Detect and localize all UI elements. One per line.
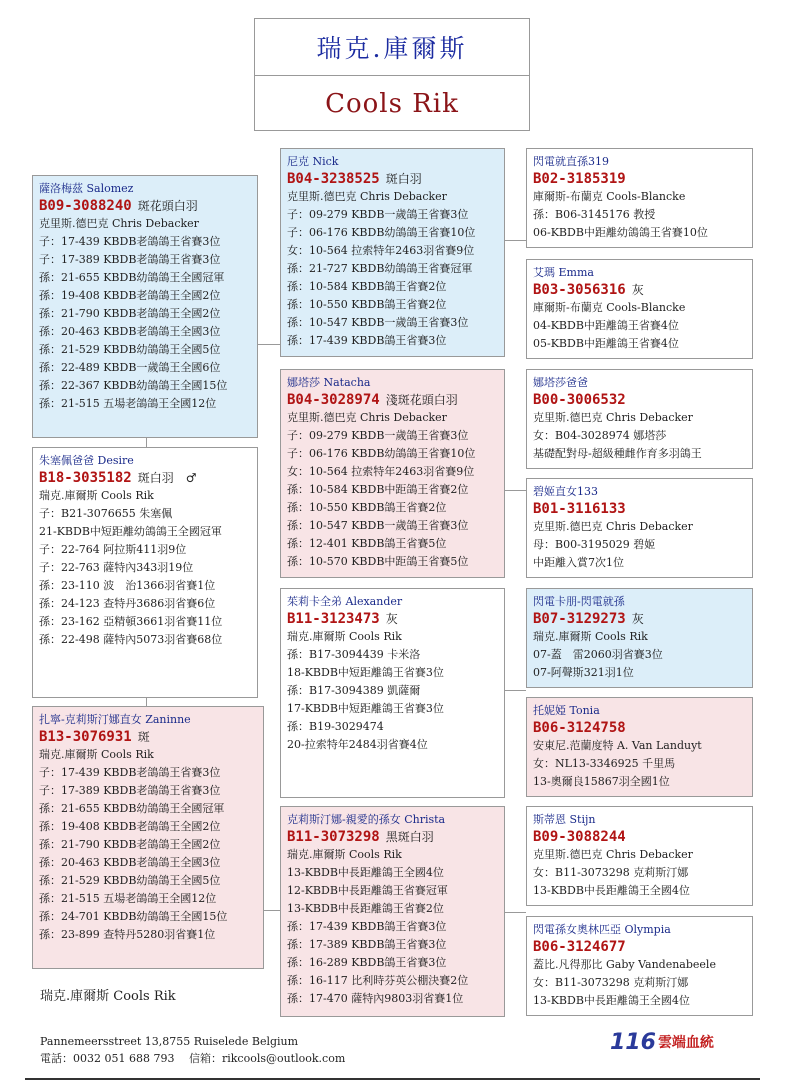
card-dam: [32, 706, 264, 969]
ring-number: B11-3073298 黑斑白羽: [287, 829, 434, 845]
info-lines: [39, 746, 258, 944]
info-lines: [533, 188, 747, 242]
ring-number: B04-3238525 斑白羽: [287, 171, 422, 187]
card-dss: [526, 588, 753, 688]
info-line: 孫：23-162 亞精頓3661羽省賽11位: [39, 615, 223, 628]
color-tag: 灰: [385, 612, 398, 626]
info-lines: [287, 628, 499, 754]
info-line: 孫：10-584 KBDB鴿王省賽2位: [287, 280, 447, 293]
info-line: 孫：17-389 KBDB鴿王省賽3位: [287, 938, 447, 951]
pigeon-name: 閃電孫女奧林匹亞 Olympia: [533, 923, 671, 936]
ring-number: B03-3056316 灰: [533, 282, 644, 298]
info-line: 母：B00-3195029 碧姬: [533, 538, 656, 551]
info-line: 孫：B19-3029474: [287, 720, 384, 733]
info-line: 孫：21-515 五場老鴿鴿王全國12位: [39, 892, 217, 905]
ring-number: B06-3124677: [533, 939, 626, 955]
ring-number: B11-3123473 灰: [287, 611, 398, 627]
card-dam-dam: [280, 806, 505, 1017]
info-line: 孫：10-547 KBDB一歲鴿王省賽3位: [287, 519, 469, 532]
pigeon-name: 斯蒂恩 Stijn: [533, 813, 596, 826]
pigeon-name: 娜塔莎爸爸: [533, 376, 588, 389]
info-line: 13-KBDB中長距離鴿王全國4位: [533, 884, 690, 897]
connector-line: [258, 344, 280, 345]
ring-number: B09-3088240 斑花頭白羽: [39, 198, 198, 214]
card-ssd: [526, 259, 753, 359]
info-line: 13-奧爾良15867羽全國1位: [533, 775, 670, 788]
info-line: 孫：17-439 KBDB鴿王省賽3位: [287, 334, 447, 347]
info-lines: [533, 518, 747, 572]
ring-number: B04-3028974 淺斑花頭白羽: [287, 392, 458, 408]
pigeon-name: 閃電就直孫319: [533, 155, 609, 168]
info-line: 孫：20-463 KBDB老鴿鴿王全國3位: [39, 856, 221, 869]
info-line: 子：17-439 KBDB老鴿鴿王省賽3位: [39, 235, 221, 248]
owner-name: 瑞克.庫爾斯 Cools Rik: [40, 989, 176, 1004]
info-line: 07-阿聲斯321羽1位: [533, 666, 634, 679]
bottom-rule: [25, 1078, 760, 1080]
info-line: 子：22-764 阿拉斯411羽9位: [39, 543, 187, 556]
info-line: 蓋比.凡得那比 Gaby Vandenabeele: [533, 958, 716, 971]
info-line: 孫：B17-3094439 卡米洛: [287, 648, 421, 661]
card-sds: [526, 369, 753, 469]
info-line: 子：06-176 KBDB幼鴿鴿王省賽10位: [287, 226, 476, 239]
info-lines: [533, 956, 747, 1010]
ring-number: B02-3185319: [533, 171, 626, 187]
ring-number: B09-3088244: [533, 829, 626, 845]
pigeon-name: 薩洛梅茲 Salomez: [39, 182, 134, 195]
ring-number: B01-3116133: [533, 501, 626, 517]
ring-number: B00-3006532: [533, 392, 626, 408]
pigeon-name: 克莉斯汀娜-親愛的孫女 Christa: [287, 813, 446, 826]
info-line: 瑞克.庫爾斯 Cools Rik: [39, 489, 154, 502]
ring-number: B18-3035182 斑白羽 ♂: [39, 470, 197, 486]
info-line: 安東尼.范蘭度特 A. Van Landuyt: [533, 739, 702, 752]
info-line: 孫：21-790 KBDB老鴿鴿王全國2位: [39, 307, 221, 320]
info-line: 13-KBDB中長距離鴿王全國4位: [533, 994, 690, 1007]
info-line: 孫：16-289 KBDB鴿王省賽3位: [287, 956, 447, 969]
connector-line: [504, 490, 526, 491]
info-line: 孫：10-584 KBDB中距鴿王省賽2位: [287, 483, 469, 496]
title-box: [254, 18, 530, 131]
info-line: 孫：22-489 KBDB一歲鴿王全國6位: [39, 361, 221, 374]
connector-line: [146, 437, 147, 447]
logo: [610, 1030, 714, 1055]
info-line: 孫：12-401 KBDB鴿王省賽5位: [287, 537, 447, 550]
info-line: 04-KBDB中距離鴿王省賽4位: [533, 319, 679, 332]
info-line: 孫：21-790 KBDB老鴿鴿王全國2位: [39, 838, 221, 851]
color-tag: 黑斑白羽: [385, 830, 434, 844]
info-line: 孫：19-408 KBDB老鴿鴿王全國2位: [39, 289, 221, 302]
info-line: 女：NL13-3346925 千里馬: [533, 757, 676, 770]
info-line: 12-KBDB中長距離鴿王省賽冠軍: [287, 884, 448, 897]
info-line: 子：09-279 KBDB一歲鴿王省賽3位: [287, 208, 469, 221]
info-line: 孫：21-727 KBDB幼鴿鴿王省賽冠軍: [287, 262, 473, 275]
info-lines: [287, 846, 499, 1008]
info-line: 子：09-279 KBDB一歲鴿王省賽3位: [287, 429, 469, 442]
info-line: 孫：17-470 薩特內9803羽省賽1位: [287, 992, 464, 1005]
info-line: 克里斯.德巴克 Chris Debacker: [533, 520, 693, 533]
address-text: Pannemeersstreet 13,8755 Ruiselede Belgium: [40, 1035, 299, 1048]
pigeon-name: 扎寧-克莉斯汀娜直女 Zaninne: [39, 713, 191, 726]
info-line: 孫：16-117 比利時芬英公棚決賽2位: [287, 974, 469, 987]
info-line: 子：17-389 KBDB老鴿鴿王省賽3位: [39, 784, 221, 797]
info-line: 瑞克.庫爾斯 Cools Rik: [287, 630, 402, 643]
info-line: 孫：10-570 KBDB中距鴿王省賽5位: [287, 555, 469, 568]
info-line: 孫：10-547 KBDB一歲鴿王省賽3位: [287, 316, 469, 329]
info-line: 庫爾斯-布蘭克 Cools-Blancke: [533, 301, 686, 314]
info-lines: [39, 487, 252, 649]
info-line: 孫：B06-3145176 教授: [533, 208, 656, 221]
info-line: 克里斯.德巴克 Chris Debacker: [287, 411, 447, 424]
connector-line: [504, 240, 526, 241]
info-line: 克里斯.德巴克 Chris Debacker: [287, 190, 447, 203]
title-english: Cools Rik: [325, 89, 459, 119]
info-line: 克里斯.德巴克 Chris Debacker: [533, 848, 693, 861]
ring-number: B06-3124758: [533, 720, 626, 736]
color-tag: 淺斑花頭白羽: [385, 393, 458, 407]
info-line: 子：22-763 薩特內343羽19位: [39, 561, 194, 574]
info-line: 子：17-389 KBDB老鴿鴿王省賽3位: [39, 253, 221, 266]
pigeon-name: 朱塞佩爸爸 Desire: [39, 454, 134, 467]
pigeon-name: 托妮婭 Tonia: [533, 704, 600, 717]
info-line: 孫：10-550 KBDB鴿王省賽2位: [287, 501, 447, 514]
pigeon-name: 娜塔莎 Natacha: [287, 376, 371, 389]
info-line: 孫：22-367 KBDB幼鴿鴿王全國15位: [39, 379, 228, 392]
info-line: 女：10-564 拉索特年2463羽省賽9位: [287, 465, 475, 478]
color-tag: 斑白羽 ♂: [137, 471, 197, 485]
info-line: 21-KBDB中短距離幼鴿鴿王全國冠軍: [39, 525, 222, 538]
info-line: 孫：B17-3094389 凱薩爾: [287, 684, 421, 697]
contact-block: [40, 1033, 345, 1067]
info-line: 子：B21-3076655 朱塞佩: [39, 507, 173, 520]
card-dds: [526, 806, 753, 906]
info-line: 孫：21-529 KBDB幼鴿鴿王全國5位: [39, 874, 221, 887]
info-line: 女：B04-3028974 娜塔莎: [533, 429, 667, 442]
connector-line: [504, 912, 526, 913]
logo-number: 116: [610, 1030, 656, 1055]
info-line: 庫爾斯-布蘭克 Cools-Blancke: [533, 190, 686, 203]
info-lines: [287, 409, 499, 571]
info-line: 女：10-564 拉索特年2463羽省賽9位: [287, 244, 475, 257]
connector-line: [504, 690, 526, 691]
logo-text: 雲端血統: [657, 1035, 714, 1051]
color-tag: 斑白羽: [385, 172, 422, 186]
color-tag: 灰: [631, 612, 644, 626]
info-line: 05-KBDB中距離鴿王省賽4位: [533, 337, 679, 350]
info-line: 13-KBDB中長距離鴿王省賽2位: [287, 902, 444, 915]
info-line: 07-蓋 雷2060羽省賽3位: [533, 648, 663, 661]
card-sire-sire: [280, 148, 505, 357]
info-line: 女：B11-3073298 克莉斯汀娜: [533, 866, 689, 879]
info-line: 孫：24-123 查特丹3686羽省賽6位: [39, 597, 216, 610]
ring-number: B07-3129273 灰: [533, 611, 644, 627]
info-line: 子：17-439 KBDB老鴿鴿王省賽3位: [39, 766, 221, 779]
pigeon-name: 艾瑪 Emma: [533, 266, 594, 279]
title-chinese: 瑞克.庫爾斯: [255, 19, 529, 76]
info-line: 孫：24-701 KBDB幼鴿鴿王全國15位: [39, 910, 228, 923]
info-lines: [287, 188, 499, 350]
info-line: 17-KBDB中短距離鴿王省賽3位: [287, 702, 444, 715]
info-line: 孫：21-515 五場老鴿鴿王全國12位: [39, 397, 217, 410]
info-line: 孫：22-498 薩特內5073羽省賽68位: [39, 633, 223, 646]
info-line: 孫：20-463 KBDB老鴿鴿王全國3位: [39, 325, 221, 338]
info-line: 13-KBDB中長距離鴿王全國4位: [287, 866, 444, 879]
info-line: 克里斯.德巴克 Chris Debacker: [39, 217, 199, 230]
info-line: 瑞克.庫爾斯 Cools Rik: [39, 748, 154, 761]
info-line: 孫：21-655 KBDB幼鴿鴿王全國冠軍: [39, 802, 225, 815]
info-line: 18-KBDB中短距離鴿王省賽3位: [287, 666, 444, 679]
info-line: 中距離入賞7次1位: [533, 556, 624, 569]
info-line: 瑞克.庫爾斯 Cools Rik: [287, 848, 402, 861]
info-line: 克里斯.德巴克 Chris Debacker: [533, 411, 693, 424]
info-line: 子：06-176 KBDB幼鴿鴿王省賽10位: [287, 447, 476, 460]
info-line: 基礎配對母-超級種雌作育多羽鴿王: [533, 447, 702, 460]
info-lines: [533, 737, 747, 791]
info-lines: [533, 299, 747, 353]
card-sire: [32, 175, 258, 438]
color-tag: 斑花頭白羽: [137, 199, 198, 213]
info-line: 孫：19-408 KBDB老鴿鴿王全國2位: [39, 820, 221, 833]
info-line: 女：B11-3073298 克莉斯汀娜: [533, 976, 689, 989]
info-lines: [533, 628, 747, 682]
card-dam-sire: [280, 588, 505, 798]
pigeon-name: 閃電卡朋-閃電就孫: [533, 595, 625, 608]
card-dsd: [526, 697, 753, 797]
info-line: 20-拉索特年2484羽省賽4位: [287, 738, 428, 751]
connector-line: [264, 910, 280, 911]
color-tag: 灰: [631, 283, 644, 297]
info-line: 孫：23-110 波 治1366羽省賽1位: [39, 579, 216, 592]
info-line: 瑞克.庫爾斯 Cools Rik: [533, 630, 648, 643]
info-line: 孫：21-655 KBDB幼鴿鴿王全國冠軍: [39, 271, 225, 284]
color-tag: 斑: [137, 730, 150, 744]
contact-text: 電話：0032 051 688 793 信箱：rikcools@outlook.com: [40, 1052, 346, 1065]
card-sss: [526, 148, 753, 248]
info-lines: [533, 846, 747, 900]
info-lines: [533, 409, 747, 463]
connector-line: [146, 698, 147, 706]
ring-number: B13-3076931 斑: [39, 729, 150, 745]
info-line: 孫：10-550 KBDB鴿王省賽2位: [287, 298, 447, 311]
card-subject: [32, 447, 258, 698]
info-line: 06-KBDB中距離幼鴿鴿王省賽10位: [533, 226, 708, 239]
card-sire-dam: [280, 369, 505, 578]
info-line: 孫：23-899 查特丹5280羽省賽1位: [39, 928, 216, 941]
card-ddd: [526, 916, 753, 1016]
pigeon-name: 茱莉卡全弟 Alexander: [287, 595, 403, 608]
card-sdd: [526, 478, 753, 578]
pigeon-name: 尼克 Nick: [287, 155, 339, 168]
info-line: 孫：21-529 KBDB幼鴿鴿王全國5位: [39, 343, 221, 356]
pigeon-name: 碧姬直女133: [533, 485, 598, 498]
info-line: 孫：17-439 KBDB鴿王省賽3位: [287, 920, 447, 933]
info-lines: [39, 215, 252, 413]
